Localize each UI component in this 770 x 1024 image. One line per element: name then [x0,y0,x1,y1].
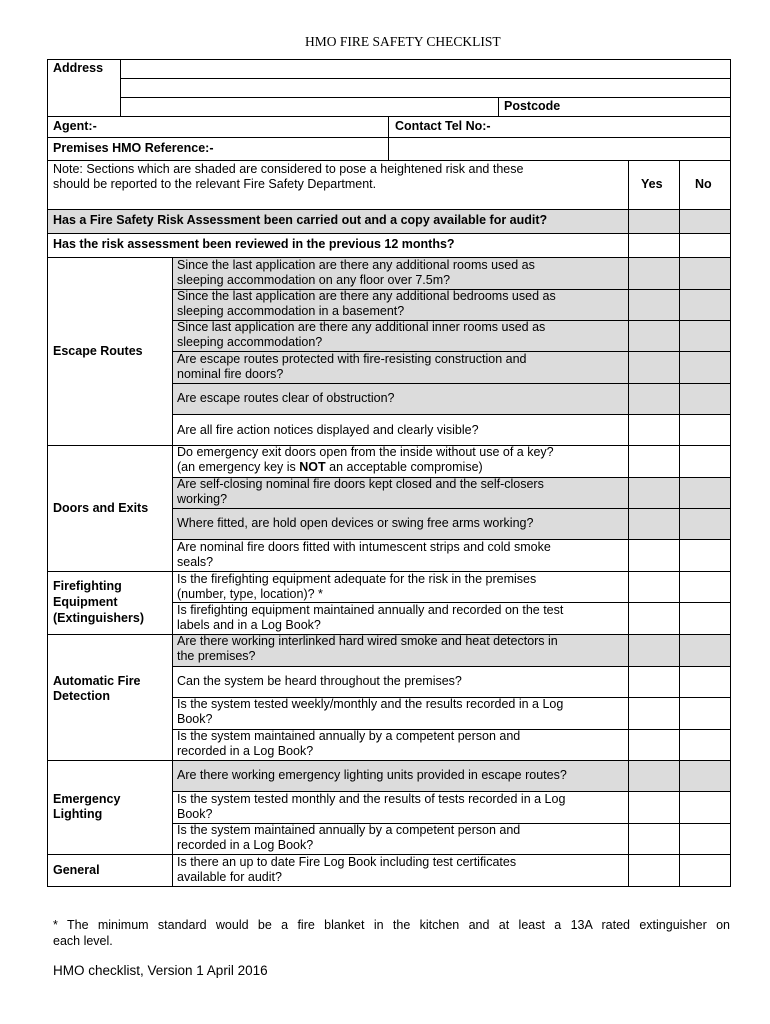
section-escape-routes: Escape Routes [53,344,143,358]
detection-q3-line2: Book? [177,712,213,726]
section-doors-exits: Doors and Exits [53,501,149,515]
general-q1-line1: Is there an up to date Fire Log Book including test certificates [177,855,517,869]
address-label: Address [53,61,104,75]
section-firefighting-line1: Firefighting [53,579,122,593]
doors-q4-line2: seals? [177,555,214,569]
detection-q2: Can the system be heard throughout the premises? [177,674,462,688]
lighting-q3-line1: Is the system maintained annually by a competent person and [177,823,521,837]
doors-q2-line1: Are self-closing nominal fire doors kept closed and the self-closers [177,477,544,491]
yes-column-header: Yes [641,177,663,191]
note-line-2: should be reported to the relevant Fire Safety Department. [53,177,377,191]
doors-q1-line2: (an emergency key is NOT an acceptable compromise) [177,460,483,474]
section-detection-line1: Automatic Fire [53,674,141,688]
escape-q4-line1: Are escape routes protected with fire-resisting construction and [177,352,527,366]
escape-q5: Are escape routes clear of obstruction? [177,391,395,405]
escape-q3-line1: Since last application are there any additional inner rooms used as [177,320,546,334]
doors-q1-line1: Do emergency exit doors open from the inside without use of a key? [177,445,554,459]
section-lighting-line1: Emergency [53,792,121,806]
note-line-1: Note: Sections which are shaded are considered to pose a heightened risk and these [53,162,524,176]
detection-q3-line1: Is the system tested weekly/monthly and the results recorded in a Log [177,697,564,711]
escape-q2-line2: sleeping accommodation in a basement? [177,304,405,318]
firefighting-q1-line2: (number, type, location)? * [177,587,323,601]
agent-label: Agent:- [53,119,97,133]
section-general: General [53,863,100,877]
escape-q1-line1: Since the last application are there any additional rooms used as [177,258,535,272]
footnote-line2: each level. [53,934,113,948]
footnote-line1: * The minimum standard would be a fire blanket in the kitchen and at least a 13A rated extinguisher on [53,918,730,932]
question-risk-assessment: Has a Fire Safety Risk Assessment been carried out and a copy available for audit? [53,213,548,227]
lighting-q1: Are there working emergency lighting units provided in escape routes? [177,768,567,782]
section-firefighting-line3: (Extinguishers) [53,611,144,625]
detection-q4-line1: Is the system maintained annually by a competent person and [177,729,521,743]
no-column-header: No [695,177,712,191]
lighting-q3-line2: recorded in a Log Book? [177,838,314,852]
postcode-label: Postcode [504,99,561,113]
escape-q6: Are all fire action notices displayed and clearly visible? [177,423,479,437]
escape-q1-line2: sleeping accommodation on any floor over 7.5m? [177,273,451,287]
escape-q2-line1: Since the last application are there any additional bedrooms used as [177,289,556,303]
escape-q3-line2: sleeping accommodation? [177,335,323,349]
section-detection-line2: Detection [53,689,110,703]
doors-q2-line2: working? [177,492,228,506]
version-text: HMO checklist, Version 1 April 2016 [53,963,268,978]
section-firefighting-line2: Equipment [53,595,118,609]
detection-q4-line2: recorded in a Log Book? [177,744,314,758]
escape-q4-line2: nominal fire doors? [177,367,284,381]
lighting-q2-line1: Is the system tested monthly and the results of tests recorded in a Log [177,792,566,806]
detection-q1-line2: the premises? [177,649,256,663]
firefighting-q1-line1: Is the firefighting equipment adequate for the risk in the premises [177,572,537,586]
detection-q1-line1: Are there working interlinked hard wired smoke and heat detectors in [177,634,558,648]
section-lighting-line2: Lighting [53,807,103,821]
doors-q3: Where fitted, are hold open devices or swing free arms working? [177,516,534,530]
doors-q4-line1: Are nominal fire doors fitted with intumescent strips and cold smoke [177,540,551,554]
page-title: HMO FIRE SAFETY CHECKLIST [305,34,501,49]
firefighting-q2-line1: Is firefighting equipment maintained annually and recorded on the test [177,603,564,617]
general-q1-line2: available for audit? [177,870,282,884]
lighting-q2-line2: Book? [177,807,213,821]
question-risk-review: Has the risk assessment been reviewed in the previous 12 months? [53,237,455,251]
premises-reference-label: Premises HMO Reference:- [53,141,214,155]
firefighting-q2-line2: labels and in a Log Book? [177,618,321,632]
contact-tel-label: Contact Tel No:- [395,119,491,133]
